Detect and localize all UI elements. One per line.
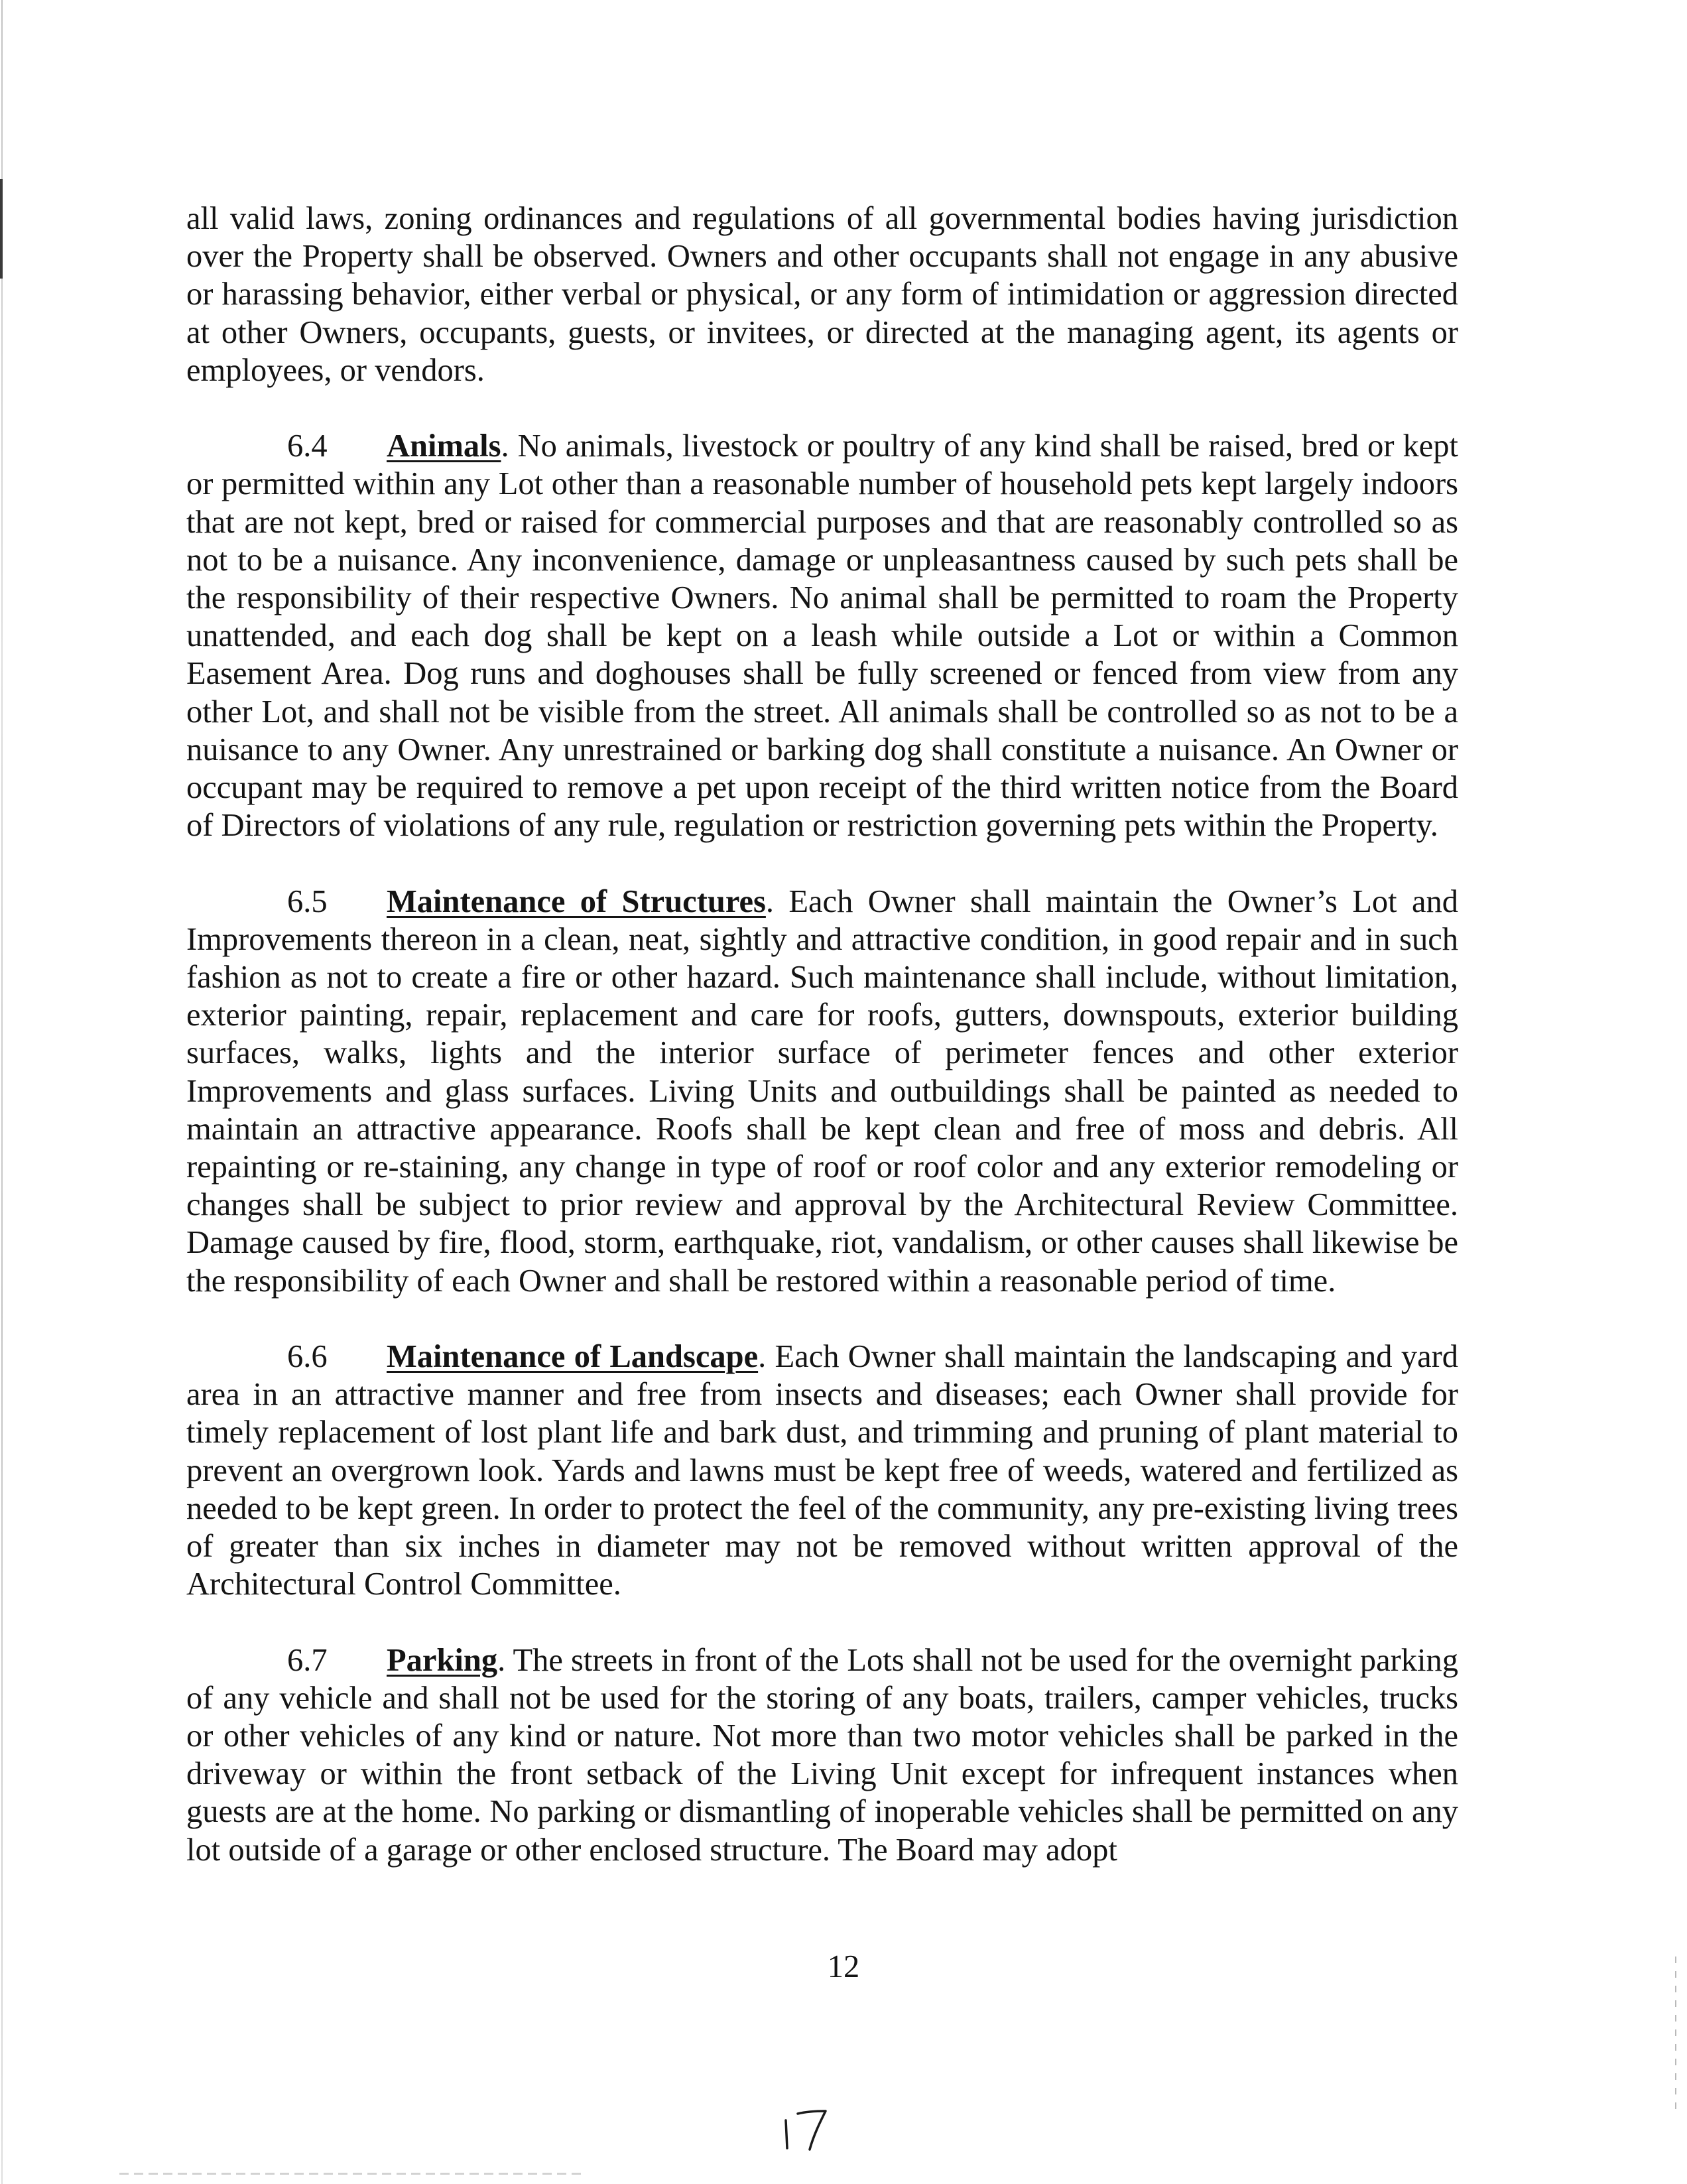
section-6-7-parking [186,1641,1458,1869]
section-heading: Maintenance of Structures [387,883,766,919]
section-number: 6.5 [287,883,328,919]
scan-edge-left [1,0,3,2184]
scan-bottom-artifact [119,2173,584,2175]
page-number: 12 [827,1949,860,1984]
section-heading: Parking [387,1642,498,1678]
handwritten-page-number [779,2106,832,2152]
paragraph-text: . Each Owner shall maintain the landscaping and yard area in an attractive manner and free from insects and diseases; each Owner shall provide for timely replacement of lost plant life and bark dust, and trimming and pruning of plant material to prevent an overgrown look. Yards and lawns must be kept free of weeds, watered and fertilized as needed to be kept green. In order to protect the feel of the community, any pre-existing living trees of greater than six inches in diameter may not be removed without written approval of the Architectural Control Committee. [186,1339,1458,1602]
paragraph-text: . No animals, livestock or poultry of any kind shall be raised, bred or kept or permitted within any Lot other than a reasonable number of household pets kept largely indoors that are not kept, bred or raised for commercial purposes and that are reasonably controlled so as not to be a nuisance. Any inconvenience, damage or unpleasantness caused by such pets shall be the responsibility of their respective Owners. No animal shall be permitted to roam the Property unattended, and each dog shall be kept on a leash while outside a Lot or within a Common Easement Area. Dog runs and doghouses shall be fully screened or fenced from view from any other Lot, and shall not be visible from the street. All animals shall be controlled so as not to be a nuisance to any Owner. Any unrestrained or barking dog shall constitute a nuisance. An Owner or occupant may be required to remove a pet upon receipt of the third written notice from the Board of Directors of violations of any rule, regulation or restriction governing pets within the Property. [186,428,1458,844]
scan-mark-left [0,179,3,279]
paragraph-continued [186,200,1458,389]
section-6-6-maintenance-of-landscape [186,1338,1458,1603]
document-body [186,200,1458,1907]
section-heading: Maintenance of Landscape [387,1339,759,1375]
section-number: 6.7 [287,1642,328,1678]
section-number: 6.6 [287,1339,328,1375]
paragraph-text: . The streets in front of the Lots shall not be used for the overnight parking of any vehicle and shall not be used for the storing of any boats, trailers, camper vehicles, trucks or other vehicles of any kind or nature. Not more than two motor vehicles shall be parked in the driveway or within the front setback of the Living Unit except for infrequent instances when guests are at the home. No parking or dismantling of inoperable vehicles shall be permitted on any lot outside of a garage or other enclosed structure. The Board may adopt [186,1642,1458,1868]
paragraph-text: all valid laws, zoning ordinances and regulations of all governmental bodies having jurisdiction over the Property shall be observed. Owners and other occupants shall not engage in any abusive or harassing behavior, either verbal or physical, or any form of intimidation or aggression directed at other Owners, occupants, guests, or invitees, or directed at the managing agent, its agents or employees, or vendors. [186,201,1458,388]
section-heading: Animals [387,428,501,464]
section-6-5-maintenance-of-structures [186,883,1458,1300]
paragraph-text: . Each Owner shall maintain the Owner’s Lot and Improvements thereon in a clean, neat, sightly and attractive condition, in good repair and in such fashion as not to create a fire or other hazard. Such maintenance shall include, without limitation, exterior painting, repair, replacement and care for roofs, gutters, downspouts, exterior building surfaces, walks, lights and the interior surface of perimeter fences and other exterior Improvements and glass surfaces. Living Units and outbuildings shall be painted as needed to maintain an attractive appearance. Roofs shall be kept clean and free of moss and debris. All repainting or re-staining, any change in type of roof or roof color and any exterior remodeling or changes shall be subject to prior review and approval by the Architectural Review Committee. Damage caused by fire, flood, storm, earthquake, riot, vandalism, or other causes shall likewise be the responsibility of each Owner and shall be restored within a reasonable period of time. [186,883,1458,1299]
section-number: 6.4 [287,428,328,464]
section-6-4-animals [186,427,1458,844]
